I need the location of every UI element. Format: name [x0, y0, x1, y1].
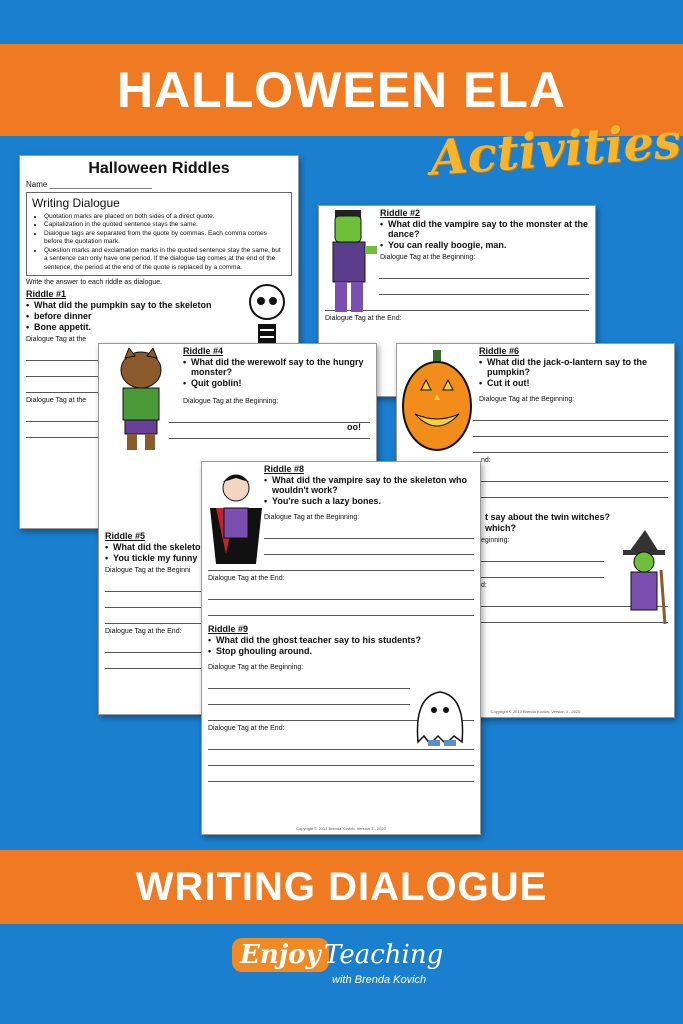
rule-item: • Capitalization in the quoted sentence stays the same.: [44, 221, 286, 229]
frankenstein-illustration: [323, 208, 379, 320]
enjoy-teaching-logo: [232, 938, 452, 998]
riddle-question: • What did the werewolf say to the hungry monster?: [191, 357, 370, 377]
logo-teaching-word: Teaching: [324, 940, 444, 970]
dialogue-tag-label: Dialogue Tag at the End:: [208, 725, 285, 732]
riddle-answer: • Stop ghouling around.: [216, 646, 474, 656]
logo-enjoy-word: Enjoy: [232, 938, 329, 972]
riddle-label: Riddle #2: [380, 208, 421, 218]
dialogue-tag-label: Dialogue Tag at the End:: [208, 575, 285, 582]
activities-script-title: Activities: [428, 113, 683, 187]
riddle-question: • What did the pumpkin say to the skeleton: [34, 300, 292, 310]
witch-illustration: [619, 530, 669, 628]
dialogue-tag-label: Dialogue Tag at the Beginning:: [208, 664, 304, 671]
rules-heading: Writing Dialogue: [32, 196, 120, 210]
riddle-question: • What did the ghost teacher say to his students?: [216, 635, 474, 645]
dialogue-tag-fragment: eginning:: [481, 537, 510, 544]
vampire-illustration: [206, 464, 266, 568]
riddle-label: Riddle #6: [479, 346, 520, 356]
dialogue-tag-label: Dialogue Tag at the: [26, 336, 87, 344]
peek-text: oo!: [347, 422, 361, 432]
worksheet-riddle-8: [201, 461, 481, 835]
dialogue-tag-label: Dialogue Tag at the: [26, 397, 87, 405]
riddle-answer-fragment: • which?: [485, 523, 668, 533]
riddle-answer: • Quit goblin!: [191, 378, 370, 388]
instructions: Write the answer to each riddle as dialogue.: [26, 279, 163, 287]
riddle-question-fragment: • t say about the twin witches?: [485, 512, 668, 522]
werewolf-illustration: [105, 348, 177, 452]
dialogue-tag-fragment: d:: [481, 582, 487, 589]
riddle-label: Riddle #5: [105, 531, 146, 541]
dialogue-tag-label: Dialogue Tag at the Beginni: [105, 567, 191, 574]
subtitle-text: WRITING DIALOGUE: [135, 865, 548, 909]
riddle-label: Riddle #9: [208, 624, 249, 634]
name-field-label: Name _______________________: [26, 180, 152, 189]
dialogue-tag-fragment: nd:: [481, 457, 491, 464]
copyright-text: Copyright © 2013 Brenda Kovich, Version 3 - 2020: [296, 826, 386, 831]
riddle-question: • What did the vampire say to the skeleton who wouldn't work?: [272, 475, 474, 495]
copyright-text: Copyright © 2013 Brenda Kovich, Version 3 - 2020: [490, 709, 581, 714]
dialogue-tag-label: Dialogue Tag at the Beginning:: [183, 398, 279, 405]
ghost-illustration: [408, 686, 472, 748]
riddle-question: • What did the jack-o-lantern say to the pumpkin?: [487, 357, 668, 377]
riddle-answer: • Cut it out!: [487, 378, 668, 388]
dialogue-tag-label: Dialogue Tag at the Beginning:: [264, 514, 360, 521]
rule-item: • Question marks and exclamation marks in the quoted sentence stay the same, but a sentence can only have one period. If the dialogue tag comes at the end of the sentence, the period at the end of the quote is replaced by a comma.: [44, 247, 286, 272]
riddle-answer: • You tickle my funny: [113, 553, 370, 563]
dialogue-tag-label: Dialogue Tag at the End:: [325, 315, 402, 322]
rule-item: • Quotation marks are placed on both sides of a direct quote.: [44, 213, 286, 221]
dialogue-tag-label: Dialogue Tag at the Beginning:: [380, 254, 476, 261]
riddle-answer: • Bone appetit.: [34, 322, 292, 332]
rule-item: • Dialogue tags are separated from the quote by commas. Each comma comes before the quotation mark.: [44, 230, 286, 247]
jack-o-lantern-illustration: [401, 348, 473, 456]
riddle-question: • What did the vampire say to the monster at the dance?: [388, 219, 589, 239]
riddle-answer: • You're such a lazy bones.: [272, 496, 474, 506]
logo-byline: with Brenda Kovich: [332, 974, 427, 986]
dialogue-tag-label: Dialogue Tag at the End:: [105, 628, 182, 635]
riddle-label: Riddle #4: [183, 346, 224, 356]
riddle-question: • before dinner: [34, 311, 292, 321]
riddle-question: • What did the skeleto: [113, 542, 370, 552]
riddle-label: Riddle #8: [264, 464, 305, 474]
dialogue-tag-label: Dialogue Tag at the Beginning:: [479, 396, 575, 403]
writing-dialogue-rules-box: [26, 192, 292, 276]
riddle-answer: • You can really boogie, man.: [388, 240, 589, 250]
subtitle-banner: [0, 850, 683, 924]
riddle-label: Riddle #1: [26, 289, 67, 300]
worksheet-title: Halloween Riddles: [88, 160, 230, 177]
page-title: HALLOWEEN ELA: [116, 62, 567, 118]
